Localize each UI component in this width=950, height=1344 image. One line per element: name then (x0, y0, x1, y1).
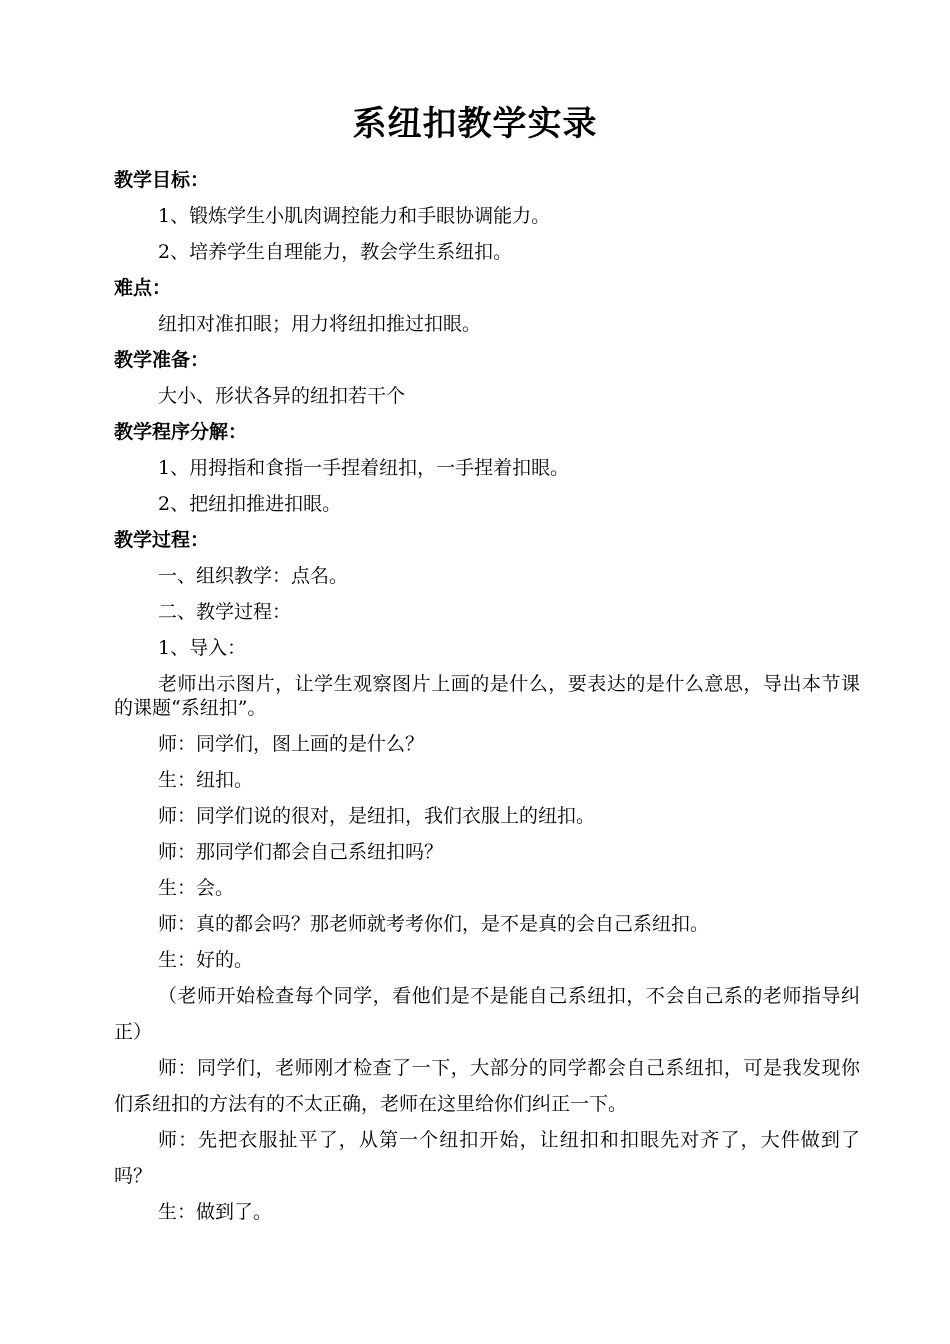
procedure-item: 1、用拇指和食指一手捏着纽扣，一手捏着扣眼。 (158, 457, 570, 479)
difficulty-text: 纽扣对准扣眼；用力将纽扣推过扣眼。 (158, 313, 482, 335)
dialogue-line: 生：好的。 (158, 949, 254, 971)
intro-paragraph: 老师出示图片，让学生观察图片上画的是什么，要表达的是什么意思，导出本节课的课题“系纽扣”。 (114, 673, 860, 719)
dialogue-line: 师：真的都会吗？那老师就考考你们，是不是真的会自己系纽扣。 (158, 913, 710, 935)
objectives-heading: 教学目标： (114, 169, 210, 191)
preparation-heading: 教学准备： (114, 349, 210, 371)
process-line: 1、导入： (158, 637, 247, 659)
procedure-heading: 教学程序分解： (114, 421, 248, 443)
process-line: 二、教学过程： (158, 601, 292, 623)
process-line: 一、组织教学：点名。 (158, 565, 349, 587)
dialogue-line: 师：那同学们都会自己系纽扣吗？ (158, 841, 444, 863)
document-title: 系纽扣教学实录 (352, 104, 598, 144)
preparation-text: 大小、形状各异的纽扣若干个 (158, 385, 406, 407)
teacher-note: （老师开始检查每个同学，看他们是不是能自己系纽扣，不会自己系的老师指导纠正） (114, 985, 860, 1043)
objective-item: 1、锻炼学生小肌肉调控能力和手眼协调能力。 (158, 205, 551, 227)
student-reply: 生：做到了。 (158, 1201, 273, 1223)
objective-item: 2、培养学生自理能力，教会学生系纽扣。 (158, 241, 513, 263)
teacher-correction: 师：同学们，老师刚才检查了一下，大部分的同学都会自己系纽扣，可是我发现你们系纽扣的方法有的不太正确，老师在这里给你们纠正一下。 (114, 1057, 860, 1115)
procedure-item: 2、把纽扣推进扣眼。 (158, 493, 342, 515)
difficulty-heading: 难点： (114, 277, 172, 299)
process-heading: 教学过程： (114, 529, 210, 551)
dialogue-line: 师：同学们说的很对，是纽扣，我们衣服上的纽扣。 (158, 805, 596, 827)
dialogue-line: 生：会。 (158, 877, 235, 899)
dialogue-line: 师：同学们，图上画的是什么？ (158, 733, 425, 755)
document-body (114, 162, 860, 1230)
teacher-step: 师：先把衣服扯平了，从第一个纽扣开始，让纽扣和扣眼先对齐了，大件做到了吗？ (114, 1129, 860, 1187)
dialogue-line: 生：纽扣。 (158, 769, 254, 791)
